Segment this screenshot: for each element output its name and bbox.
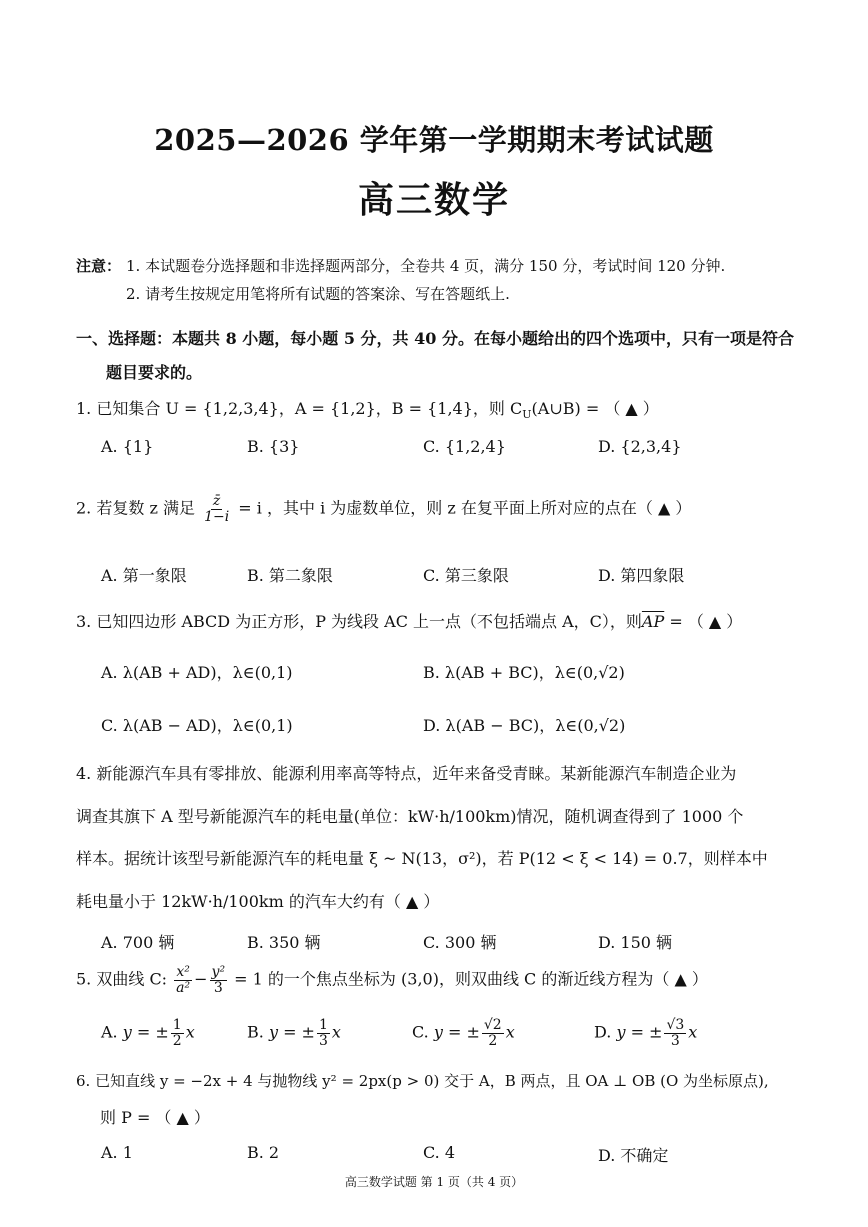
q5-option-d: D. y = ± $\frac{√3}{3}$ x (594, 1017, 698, 1049)
q1-option-d: D. {2,3,4} (598, 437, 682, 456)
question-5 (76, 965, 708, 995)
q4-option-d: D. 150 辆 (598, 933, 673, 952)
q3-option-c: C. λ(AB − AD)，λ∈(0,1) (101, 716, 293, 735)
q3-option-b: B. λ(AB + BC)，λ∈(0,√2) (423, 663, 625, 682)
q3-option-d: D. λ(AB − BC)，λ∈(0,√2) (423, 716, 626, 735)
q3-post: = （ ▲ ） (664, 612, 743, 631)
q2-post: = i ，其中 i 为虚数单位，则 z 在复平面上所对应的点在（ ▲ ） (238, 498, 692, 518)
exam-title: 2025—2026 学年第一学期期末考试试题 (154, 123, 714, 157)
subject-title: 高三数学 (357, 179, 510, 221)
question-1 (76, 396, 659, 421)
notice-line-2: 2. 请考生按规定用笔将所有试题的答案涂、写在答题纸上. (126, 285, 510, 303)
q4-option-c: C. 300 辆 (423, 933, 497, 952)
q4-option-b: B. 350 辆 (247, 933, 321, 952)
q5-frac-y: $\frac{\text{y²}}{3}$ (211, 964, 226, 996)
question-3 (76, 609, 742, 632)
q2-option-d: D. 第四象限 (598, 566, 685, 585)
q4-line-1: 4. 新能源汽车具有零排放、能源利用率高等特点，近年来备受青睐。某新能源汽车制造企业为 (76, 764, 737, 783)
notice-label: 注意： (76, 257, 122, 275)
section-heading-cont: 题目要求的。 (106, 363, 203, 382)
q6-option-a: A. 1 (101, 1143, 133, 1162)
q2-option-c: C. 第三象限 (423, 566, 509, 585)
q1-stem: 1. 已知集合 U = {1,2,3,4}，A = {1,2}，B = {1,4}，则 C (76, 399, 523, 418)
q5-minus: − (194, 969, 208, 989)
q2-option-b: B. 第二象限 (247, 566, 333, 585)
q4-option-a: A. 700 辆 (101, 933, 175, 952)
notice-line-1: 1. 本试题卷分选择题和非选择题两部分，全卷共 4 页，满分 150 分，考试时间 120 分钟. (126, 257, 726, 275)
q4-line-4: 耗电量小于 12kW·h/100km 的汽车大约有（ ▲ ） (76, 892, 440, 911)
q6-line-1: 6. 已知直线 y = −2x + 4 与抛物线 y² = 2px(p > 0) 交于 A，B 两点，且 OA ⊥ OB (O 为坐标原点), (76, 1072, 769, 1090)
q1-tail: (A∪B) = （ ▲ ） (531, 399, 659, 418)
q6-option-b: B. 2 (247, 1143, 280, 1162)
q5-post: = 1 的一个焦点坐标为 (3,0)，则双曲线 C 的渐近线方程为（ ▲ ） (234, 969, 708, 989)
q4-line-2: 调查其旗下 A 型号新能源汽车的耗电量(单位：kW·h/100km)情况，随机调查得到了 1000 个 (76, 807, 744, 826)
section-heading: 一、选择题：本题共 8 小题，每小题 5 分，共 40 分。在每小题给出的四个选项中，只有一项是符合 (76, 329, 794, 348)
q5-option-c: C. y = ± $\frac{√2}{2}$ x (412, 1017, 515, 1049)
q1-option-a: A. {1} (101, 437, 154, 456)
q1-sub: U (522, 408, 532, 422)
q2-option-a: A. 第一象限 (101, 566, 187, 585)
question-2 (76, 494, 691, 524)
q3-pre: 3. 已知四边形 ABCD 为正方形，P 为线段 AC 上一点（不包括端点 A，C），则 (76, 612, 642, 631)
q1-option-b: B. {3} (247, 437, 300, 456)
q6-option-c: C. 4 (423, 1143, 456, 1162)
q6-option-d: D. 不确定 (598, 1146, 669, 1165)
q3-option-a: A. λ(AB + AD)，λ∈(0,1) (101, 663, 293, 682)
q2-fraction: $\frac{z̄}{1-i}$ (204, 493, 230, 525)
q6-line-2: 则 P = （ ▲ ） (100, 1108, 210, 1127)
q5-pre: 5. 双曲线 C: (76, 969, 168, 989)
q5-frac-x: $\frac{\text{x²}}{\text{a²}}$ (176, 964, 191, 996)
q4-line-3: 样本。据统计该型号新能源汽车的耗电量 ξ ~ N(13，σ²)，若 P(12 < ξ < 14) = 0.7，则样本中 (76, 849, 768, 868)
q2-pre: 2. 若复数 z 满足 (76, 498, 195, 518)
q1-option-c: C. {1,2,4} (423, 437, 506, 456)
page-footer: 高三数学试题 第 1 页（共 4 页） (344, 1175, 524, 1189)
q5-option-b: B. y = ± $\frac{1}{3}$ x (247, 1017, 341, 1049)
q5-option-a: A. y = ± $\frac{1}{2}$ x (101, 1017, 195, 1049)
q3-vector: $\overline{AP}$ (641, 612, 665, 631)
